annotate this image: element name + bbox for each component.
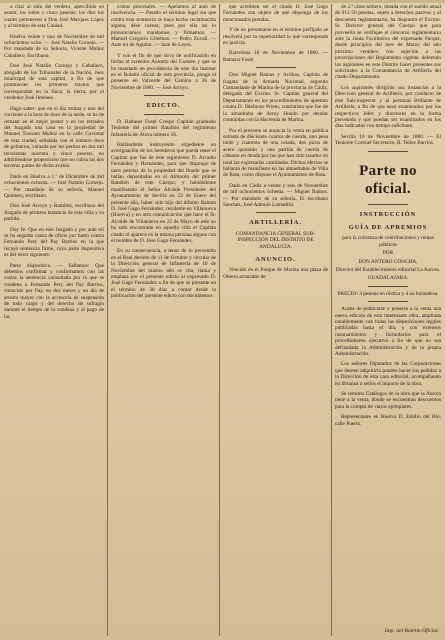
paragraph: Don José Arroyo y Ramírez, escribano del Juzgado de primera instancia de esta villa y su partido. [4, 203, 104, 223]
column-1 [4, 4, 104, 636]
book-author-role: Director del Establecimiento editorial La Aurora. [335, 266, 441, 273]
paragraph: Don Miguel Ramos y Arribas, Capitán de fragata de la Armada Nacional, segundo Comandante de Marina de la provincia de Cádiz, delegado del Excmo. Sr. Capitán general del Departamento en los procedimientos de apremio contra D. Ildefonso Prieto, contratista que fue de la almadraba de Arroy Hondo por deudas contraídas con la Hacienda de Marina. [223, 72, 328, 124]
paragraph: Se remiten Catálogos de la obra que la Aurora tiene a la venta, donde se encuentran descuentos para la compra de varios ejemplares. [335, 391, 441, 410]
column-rule [107, 4, 108, 636]
paragraph: Doy fe: Que en este Juzgado y por ante mí se ha seguido causa de oficio por hurto contra Fernando Pery del Pay Barrios en la que recayó sentencia firme, cuya parte dispositiva es del tenor siguiente: [4, 226, 104, 259]
paragraph: Representante en Huelva D. Emilio del Río, calle Puerto. [335, 414, 441, 427]
paragraph: Barcelona 16 de Noviembre de 1880. — Baltasar Fusté. [223, 50, 328, 63]
column-rule [331, 4, 332, 636]
paragraph: D. Baltasar Fusté Crespo Capitán graduado Teniente del primer Batallón del regimiento Infantería de Álava número 56. [111, 118, 216, 138]
separator [144, 95, 184, 96]
paragraph: Acaba de publicarse y ponerse a la venta una nueva edición de esta interesante obra, ampliada notablemente con todas las disposiciones legales publicadas hasta el día, y con extensos razonamientos y formularios para el procedimiento ejecutivo a fin de que no sea defraudada la Administración y de la propia Administración. [335, 306, 441, 358]
paragraph: Sevilla 16 de Noviembre de 1880. — El Teniente Coronel Secretario, R. Tellez Barrios. [335, 133, 441, 147]
section-heading-artilleria: ARTILLERÍA. [249, 219, 302, 227]
book-author: DON ANTERO CONCHA, [358, 258, 418, 265]
section-heading-instruccion: INSTRUCCIÓN [359, 210, 417, 218]
paragraph: que acrediten ser el citado D. José Gago Fernández con objeto de que disponga de los mencionados prendas. [223, 4, 328, 23]
separator [368, 151, 408, 152]
page-top-edge [0, 0, 445, 3]
paragraph: Hallándome instruyendo expediente en averiguación de los herederos que pueda tener el Capitán que fue de este regimiento D. Arcadio Fernández y Hernández, para que dispongo de unos pesetas de la propiedad del finado que se hallan depositadas en el Almacén del primer Batallón de este Cuerpo; y habiéndome manifestado el Señor Alcalde Presidente del Ayuntamiento de Sevilla en 22 de Enero del presente año, haber sido hijo del difunto Ramón D. José Gago Fernández, residente en Villanueva (Huelva) y en otra comunicación que hace el Sr. Alcalde de Villanueva en 22 de Mayo de este no ha sido encontrado en aquella villa el Capitán citado ni aparece en la misma persona alguna con el nombre de D. José Gago Fernández. [111, 141, 216, 244]
separator [368, 286, 408, 287]
column-3 [223, 4, 328, 636]
separator [144, 114, 184, 115]
paragraph: Dado en Huelva a 1.º de Diciembre de mil ochocientos ochenta. — José Natalio Cornejo. — Por mandado de su señoría, Manuel Quintero, escribano. [4, 173, 104, 199]
paragraph: a citar al sitio del verdero, apercibido en asistir, los sobre y cinco pesetas; los días los cuales pertenecen a Don José Marques López y al término de esta Ciudad. [4, 4, 104, 30]
paragraph: Dado en Cádiz a veinte y seis de Noviembre de mil ochocientos ochenta. — Miguel Ramos. — Por mandado de su señoría, El escribano Sanchez, José Antonio Lamadrid. [223, 182, 328, 208]
section-heading-edicto: EDICTO. [146, 102, 181, 110]
paragraph: Los aspirantes dirigirán sus instancias a la Dirección general de Artillería, por conducto de este Sub-inspector y al personal Brillante de Artillería, a fin de que sean examinados por los respectivos Jefes y directores en la forma prevenida y que puedan ser examinados en los días indicados con tiempo suficiente. [335, 84, 441, 130]
section-heading-parte-no-oficial: Parte no oficial. [359, 162, 417, 197]
separator [368, 301, 408, 302]
paragraph: Don José Natalio Cornejo y Caballero, abogado de los Tribunales de la Nación, Juez municipal de esta capital, a fin de que promuevan los primeros tractos que correspondan en la finca, la tierra, por el vendedor José Jiménez. [4, 63, 104, 102]
paragraph: Y con el fin de que sirva de notificación en forma al acreedor Antonio del Carmen y que se ha mandado en providencia de este día insertar en el Boletín oficial de esta provincia, pongo el presente en Valverde del Camino a 26 de Noviembre de 1880. — José Arroyo. [111, 52, 216, 91]
section-heading-anuncio: ANUNCIO. [255, 256, 296, 263]
column-2 [111, 4, 216, 636]
book-price: PRECIO: 3 pesetas en rústica y 4 en holandesa. [337, 290, 439, 297]
paragraph: Los señores Diputados de las Corporaciones que deseen adquirirla pueden hacer sus pedidos a la Dirección de esta casa editorial, acompañando en libranza o sellos el importe de la obra. [335, 361, 441, 387]
paragraph: En su consecuencia, a tenor de lo prevenido en el Real decreto de 11 de Octubre y circular de la Dirección general de Infantería de 10 de Noviembre del mismo año se cita, llama y emplaza por el presente edicto al expresado D. José Gago Fernández a fin de que se presente en el término de 30 días a contar desde la publicación del presente edicto con documentos [111, 248, 216, 300]
paragraph: Vencido en el Parque de Marina una plaza de Obrero avanzado de [223, 267, 328, 280]
column-rule [219, 4, 220, 636]
paragraph: Hago saber: que en el día treinta y uno del corriente a la hora de doce de la tarde, se ha de rematar en el mejor postor y en los estrados del Juzgado una casa en la propiedad de Manuel Toscano Muñoz en la calle Gaviotas de esta ciudad, señalada con el número doce de gobierno, valuada por los peritos en dos mil trescientas noventa y cinco pesetas, no admitiéndose proposición que no cubra las dos terceras partes de dicho avalúo. [4, 105, 104, 170]
paragraph: de 2.ª clase armero, dotada con el sueldo anual de 912·50 pesetas, sujeto a derechos pasivos y al descuento reglamentario, ha dispuesto el Excmo. Sr. Director general del Cuerpo que para proveerla se verifique el concurso reglamentario ante la Junta Facultativa del expresado Parque, desde principios del mes de Marzo del año próximo venidero con sujeción a las prescripciones del Reglamento vigente, debiendo los aspirantes en este Distrito hacer presentes sus solicitudes a la Comandancia de Artillería del citado Departamento. [335, 4, 441, 81]
section-subheading: COMANDANCIA GENERAL SUB-INSPECCIÓN DEL DISTRITO DE ANDALUCÍA. [235, 230, 316, 250]
book-subtitle: para la cobranza de contribuciones y rentas públicas [342, 235, 434, 248]
paragraph: Parte dispositiva. — Fallamos: Que debemos confirmar y confirmamos con las costas la sentencia consultada por la que se condena a Fernando Pery del Pay Barrios, conocido por Pay, en dos meses y un día de arresto mayor con la accesoria de suspensión de todo cargo y del derecho de sufragio durante el tiempo de la condena y al pago de las [4, 262, 104, 320]
book-title: GUÍA DE APREMIOS [348, 223, 428, 231]
printer-imprint: Imp. del Boletín Oficial. [384, 628, 439, 634]
paragraph: Y de no presentarse en el término prefijado se resolverá por la superioridad lo que corresponda en justicia. [223, 27, 328, 47]
paragraph: Por el presente se anuncia la venta en pública subasta de diecisiete cuartos de cuerda, uno pesa tarde y cuarenta de una celada, dos picos de acero quintales y una partida de cuerda de cáñamo en deuda por las que han sido tasados en total las expresadas cantidades. Dichos efectos se hallarán de manifiesto en las almadrabas de Villa de Rota, como dispone el Ayuntamiento de Rota. [223, 127, 328, 179]
book-place: GUADALAJARA. [367, 275, 409, 282]
column-4 [335, 4, 441, 636]
paragraph: costas procesales. — Apelamos al auto de insolvencia. — Pasado el término legal sin que contra esta sentencia se haya hecho reclamación alguna, dése cuenta; pues por ella así lo pronunciamos mandamos y firmamos. — Manuel Gregorio Giménez. — Pedro Zuvalí. — Ante mí de Aguilar. — Juan de Leyes. [111, 4, 216, 49]
paragraph: Huelva veinte y uno de Noviembre de mil ochocientos ocho. — José Natalio Cornejo. — Por mandado de su Señoría, Vicente Muñoz Caballero, Escribano. [4, 33, 104, 59]
separator [368, 204, 408, 205]
separator [256, 212, 296, 213]
book-by: POR [382, 250, 394, 257]
separator [256, 67, 296, 68]
